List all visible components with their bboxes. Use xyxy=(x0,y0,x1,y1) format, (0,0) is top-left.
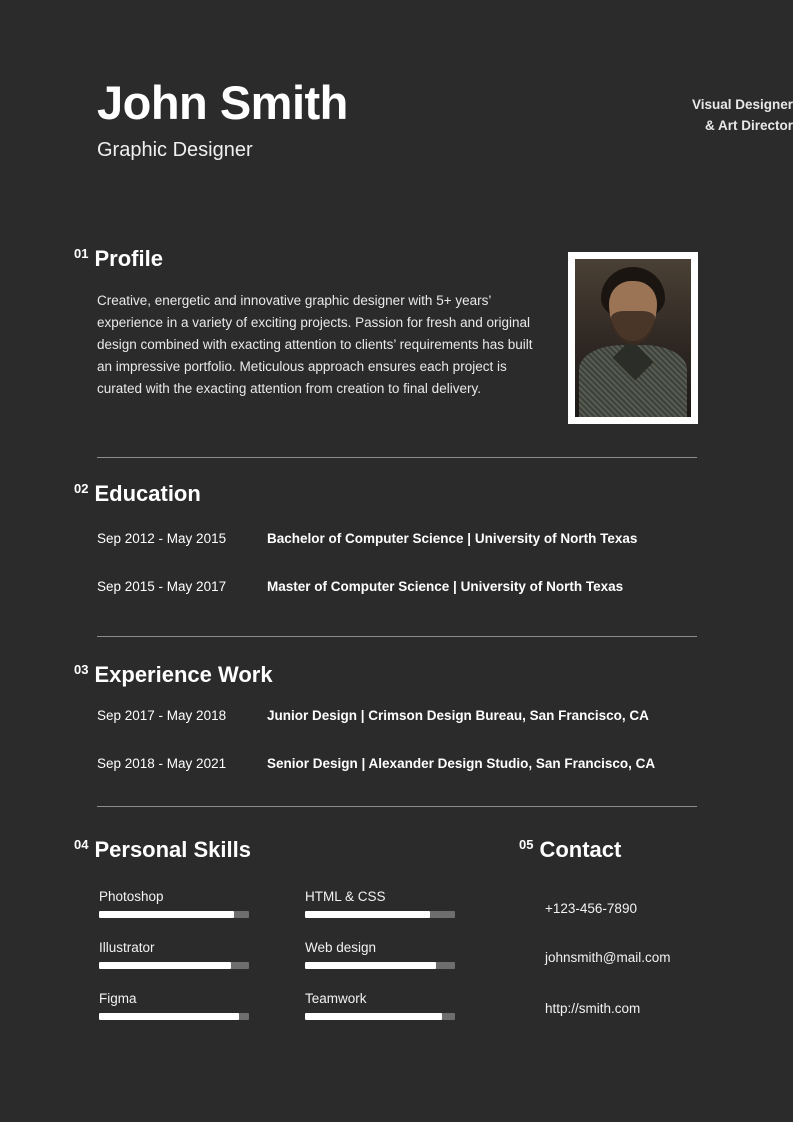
table-row xyxy=(97,708,649,723)
entry-detail: Bachelor of Computer Science | University of North Texas xyxy=(267,531,638,546)
skill-bar xyxy=(99,962,249,969)
page-title: John Smith xyxy=(97,76,348,129)
skill-label: Figma xyxy=(99,991,137,1006)
profile-text: Creative, energetic and innovative graphic designer with 5+ years’ experience in a variety of exciting projects. Passion for fresh and original design combined with exacting attention to clients’ requirements has built an impressive portfolio. Meticulous approach ensures each project is curated with the exacting attention from creation to final delivery. xyxy=(97,293,533,396)
section-number: 04 xyxy=(74,837,89,852)
skill-label: Illustrator xyxy=(99,940,155,955)
skill-bar-fill xyxy=(99,1013,239,1020)
section-title: Education xyxy=(94,481,201,506)
contact-email[interactable]: johnsmith@mail.com xyxy=(545,950,671,965)
avatar xyxy=(568,252,698,424)
section-number: 02 xyxy=(74,481,89,496)
tagline-line-2: & Art Director xyxy=(704,117,793,133)
skill-bar-fill xyxy=(99,911,234,918)
skill-item xyxy=(99,889,249,918)
entry-date: Sep 2017 - May 2018 xyxy=(97,708,227,723)
section-title: Personal Skills xyxy=(94,837,251,862)
header-tagline xyxy=(563,95,793,137)
skill-bar xyxy=(99,1013,249,1020)
entry-detail: Senior Design | Alexander Design Studio, San Francisco, CA xyxy=(267,756,656,771)
entry-date: Sep 2015 - May 2017 xyxy=(97,579,227,594)
skill-bar xyxy=(305,1013,455,1020)
entry-detail: Master of Computer Science | University of North Texas xyxy=(267,579,624,594)
section-heading-education xyxy=(74,483,201,505)
skill-bar-fill xyxy=(305,1013,442,1020)
skill-label: Web design xyxy=(305,940,377,955)
divider-1 xyxy=(97,457,697,458)
section-number: 01 xyxy=(74,246,89,261)
section-number: 03 xyxy=(74,662,89,677)
skill-item xyxy=(305,940,455,969)
tagline-line-1: Visual Designer xyxy=(691,97,793,112)
skill-bar xyxy=(305,911,455,918)
section-number: 05 xyxy=(519,837,534,852)
divider-3 xyxy=(97,806,697,807)
section-heading-profile xyxy=(74,248,163,270)
portrait-photo xyxy=(575,259,691,417)
skill-item xyxy=(99,940,249,969)
skill-bar-fill xyxy=(305,962,436,969)
skill-item xyxy=(99,991,249,1020)
skill-label: Photoshop xyxy=(99,889,164,904)
section-heading-contact xyxy=(519,839,621,861)
skill-item xyxy=(305,889,455,918)
section-title: Profile xyxy=(94,246,163,271)
contact-website[interactable]: http://smith.com xyxy=(545,1001,641,1016)
skill-bar xyxy=(99,911,249,918)
table-row xyxy=(97,531,637,546)
section-title: Experience Work xyxy=(94,662,273,687)
divider-2 xyxy=(97,636,697,637)
skill-bar-fill xyxy=(305,911,430,918)
job-role: Graphic Designer xyxy=(97,139,253,162)
entry-detail: Junior Design | Crimson Design Bureau, San Francisco, CA xyxy=(267,708,649,723)
entry-date: Sep 2018 - May 2021 xyxy=(97,756,227,771)
entry-date: Sep 2012 - May 2015 xyxy=(97,531,227,546)
table-row xyxy=(97,579,623,594)
skill-label: HTML & CSS xyxy=(305,889,386,904)
section-heading-skills xyxy=(74,839,251,861)
section-title: Contact xyxy=(539,837,622,862)
section-heading-experience xyxy=(74,664,273,686)
table-row xyxy=(97,756,655,771)
portrait-beard xyxy=(611,311,655,345)
skill-item xyxy=(305,991,455,1020)
contact-phone[interactable]: +123-456-7890 xyxy=(545,901,637,916)
skill-label: Teamwork xyxy=(305,991,367,1006)
skill-bar-fill xyxy=(99,962,231,969)
skill-bar xyxy=(305,962,455,969)
